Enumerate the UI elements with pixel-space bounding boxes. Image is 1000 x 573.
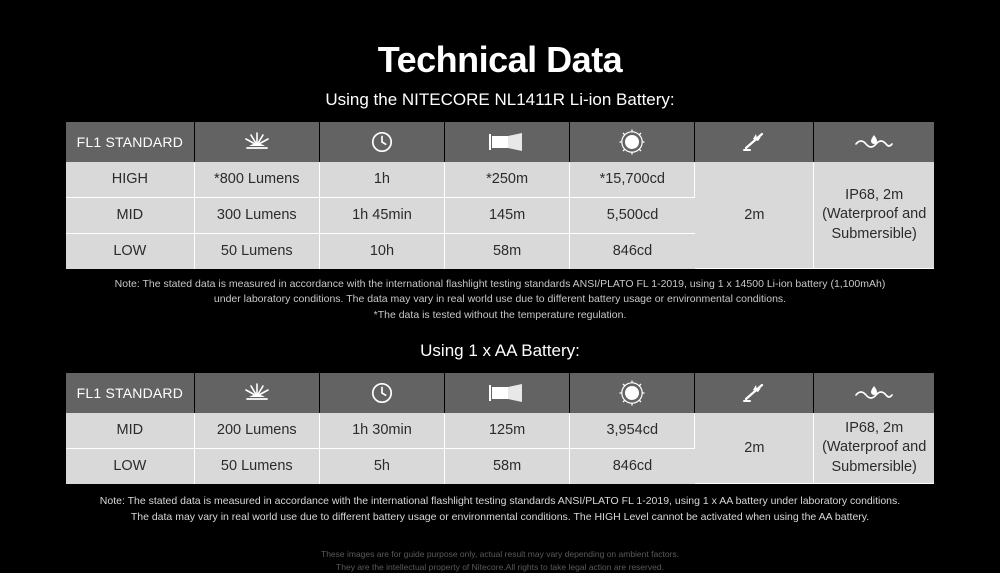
waterproof-line-3: Submersible) — [814, 225, 934, 245]
footer-line-2: They are the intellectual property of Nitecore.All rights to take legal action are reserved. — [0, 561, 1000, 573]
row-intensity: 3,954cd — [570, 413, 695, 449]
brightness-icon — [194, 122, 319, 162]
runtime-clock-icon — [319, 373, 444, 413]
row-runtime: 1h 30min — [319, 413, 444, 449]
waterproof-icon — [814, 373, 934, 413]
row-distance: 58m — [445, 233, 570, 269]
footer-line-1: These images are for guide purpose only, actual result may vary depending on ambient factors. — [0, 548, 1000, 561]
runtime-clock-icon — [319, 122, 444, 162]
section2-table — [66, 373, 934, 485]
note-line-1: Note: The stated data is measured in accordance with the international flashlight testing standards ANSI/PLATO FL 1-2019, using 1 x 14500 Li-ion battery (1,100mAh) — [40, 277, 960, 292]
row-intensity: 846cd — [570, 448, 695, 484]
note-line-3: *The data is tested without the temperature regulation. — [40, 308, 960, 323]
row-level: HIGH — [66, 162, 194, 198]
section1-subtitle: Using the NITECORE NL1411R Li-ion Battery: — [0, 90, 1000, 110]
waterproof-icon — [814, 122, 934, 162]
row-lumens: *800 Lumens — [194, 162, 319, 198]
table-header-row — [66, 373, 934, 413]
fl1-standard-header: FL1 STANDARD — [66, 122, 194, 162]
beam-distance-icon — [445, 122, 570, 162]
row-distance: 145m — [445, 197, 570, 233]
row-intensity: 5,500cd — [570, 197, 695, 233]
row-lumens: 50 Lumens — [194, 233, 319, 269]
row-lumens: 200 Lumens — [194, 413, 319, 449]
row-runtime: 10h — [319, 233, 444, 269]
waterproof-line-1: IP68, 2m — [814, 419, 934, 439]
table-header-row — [66, 122, 934, 162]
waterproof-line-3: Submersible) — [814, 458, 934, 478]
row-level: LOW — [66, 448, 194, 484]
table-row — [66, 413, 934, 449]
peak-beam-intensity-icon — [570, 373, 695, 413]
waterproof-line-2: (Waterproof and — [814, 205, 934, 225]
row-distance: 125m — [445, 413, 570, 449]
footer-disclaimer — [0, 548, 1000, 573]
page-title: Technical Data — [0, 0, 1000, 80]
brightness-icon — [194, 373, 319, 413]
section2-subtitle: Using 1 x AA Battery: — [0, 341, 1000, 361]
impact-resistance-icon — [695, 122, 814, 162]
row-distance: *250m — [445, 162, 570, 198]
waterproof-rating-cell — [814, 413, 934, 484]
section2-note — [0, 494, 1000, 526]
note-line-2: The data may vary in real world use due to different battery usage or environmental conditions. The HIGH Level cannot be activated when using the AA battery. — [28, 510, 972, 526]
impact-resistance-value: 2m — [695, 162, 814, 269]
section1-table-wrap — [66, 122, 934, 270]
fl1-standard-header: FL1 STANDARD — [66, 373, 194, 413]
row-runtime: 1h 45min — [319, 197, 444, 233]
impact-resistance-icon — [695, 373, 814, 413]
row-intensity: 846cd — [570, 233, 695, 269]
row-intensity: *15,700cd — [570, 162, 695, 198]
waterproof-line-2: (Waterproof and — [814, 438, 934, 458]
note-line-1: Note: The stated data is measured in accordance with the international flashlight testing standards ANSI/PLATO FL 1-2019, using 1 x AA battery under laboratory conditions. — [28, 494, 972, 510]
impact-resistance-value: 2m — [695, 413, 814, 484]
row-level: MID — [66, 197, 194, 233]
row-distance: 58m — [445, 448, 570, 484]
waterproof-line-1: IP68, 2m — [814, 186, 934, 206]
row-lumens: 300 Lumens — [194, 197, 319, 233]
row-runtime: 5h — [319, 448, 444, 484]
waterproof-rating-cell — [814, 162, 934, 269]
section1-note — [0, 277, 1000, 323]
peak-beam-intensity-icon — [570, 122, 695, 162]
row-level: LOW — [66, 233, 194, 269]
table-row — [66, 162, 934, 198]
row-lumens: 50 Lumens — [194, 448, 319, 484]
section1-table — [66, 122, 934, 270]
beam-distance-icon — [445, 373, 570, 413]
row-runtime: 1h — [319, 162, 444, 198]
section2-table-wrap — [66, 373, 934, 485]
row-level: MID — [66, 413, 194, 449]
note-line-2: under laboratory conditions. The data may vary in real world use due to different battery usage or environmental conditions. — [40, 292, 960, 307]
